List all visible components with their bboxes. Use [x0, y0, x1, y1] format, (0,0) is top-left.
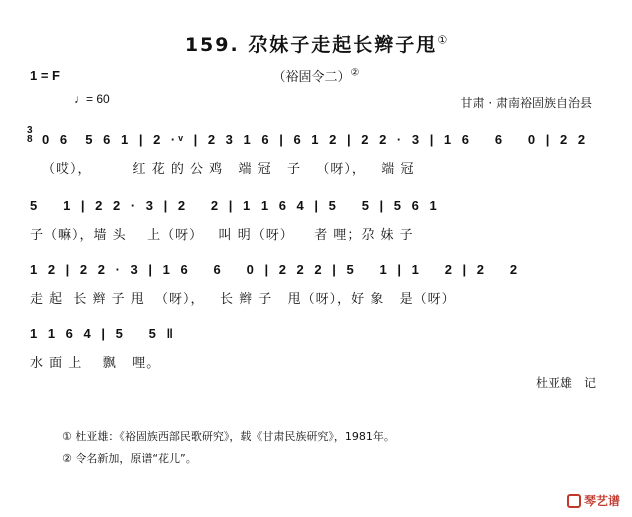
lyric-line: 走 起 长 辫 子 甩 （呀）， 长 辫 子 甩（呀），好 象 是（呀）: [30, 292, 456, 307]
notation-line: 1 1 6 4 | 5 5 ‖: [30, 326, 176, 341]
lyric-line: （哎）， 红 花 的 公 鸡 端 冠 子 （呀）， 端 冠: [42, 162, 415, 177]
notation-line: 1 2 | 2 2 · 3 | 1 6 6 0 | 2 2 2 | 5 1 | 1 2 | 2 2: [30, 262, 521, 277]
notation-line: 5 1 | 2 2 · 3 | 2 2 | 1 1 6 4 | 5 5 | 5 6 1: [30, 198, 440, 213]
lyric-line: 子（嘛），墙 头 上（呀） 叫 明（呀） 者 哩；尕 妹 子: [30, 228, 414, 243]
score-row-2: [30, 198, 602, 243]
footnote-1: ① 杜亚雄：《裕固族西部民歌研究》，载《甘肃民族研究》，1981年。: [62, 430, 395, 443]
song-title: 159. 尕妹子走起长辫子甩①: [184, 33, 448, 56]
lyric-line: 水 面 上 飘 哩。: [30, 356, 161, 371]
score-row-1: [27, 125, 602, 177]
logo-icon: [567, 494, 581, 508]
recorder-credit: 杜亚雄 记: [535, 376, 596, 390]
song-region: 甘肃 · 肃南裕固族自治县: [460, 96, 592, 110]
score-row-4: [30, 326, 602, 371]
footnote-2: ② 令名新加，原谱“花儿”。: [62, 452, 197, 465]
site-logo: 琴艺谱: [567, 492, 620, 509]
notation-line: 0 6 5 6 1 | 2 ·ᵛ | 2 3 1 6 | 6 1 2 | 2 2 · 3 | 1 6 6 0 | 2 2: [42, 132, 589, 147]
tempo-marking: ♩= 60: [74, 92, 110, 106]
key-signature: 1 = F: [30, 68, 60, 83]
time-signature: 3 8: [27, 125, 33, 145]
score-row-3: [30, 262, 602, 307]
song-subtitle: （裕固令二）②: [272, 67, 360, 85]
subtitle-footnote-mark: ②: [350, 67, 360, 79]
title-footnote-mark: ①: [437, 33, 448, 47]
